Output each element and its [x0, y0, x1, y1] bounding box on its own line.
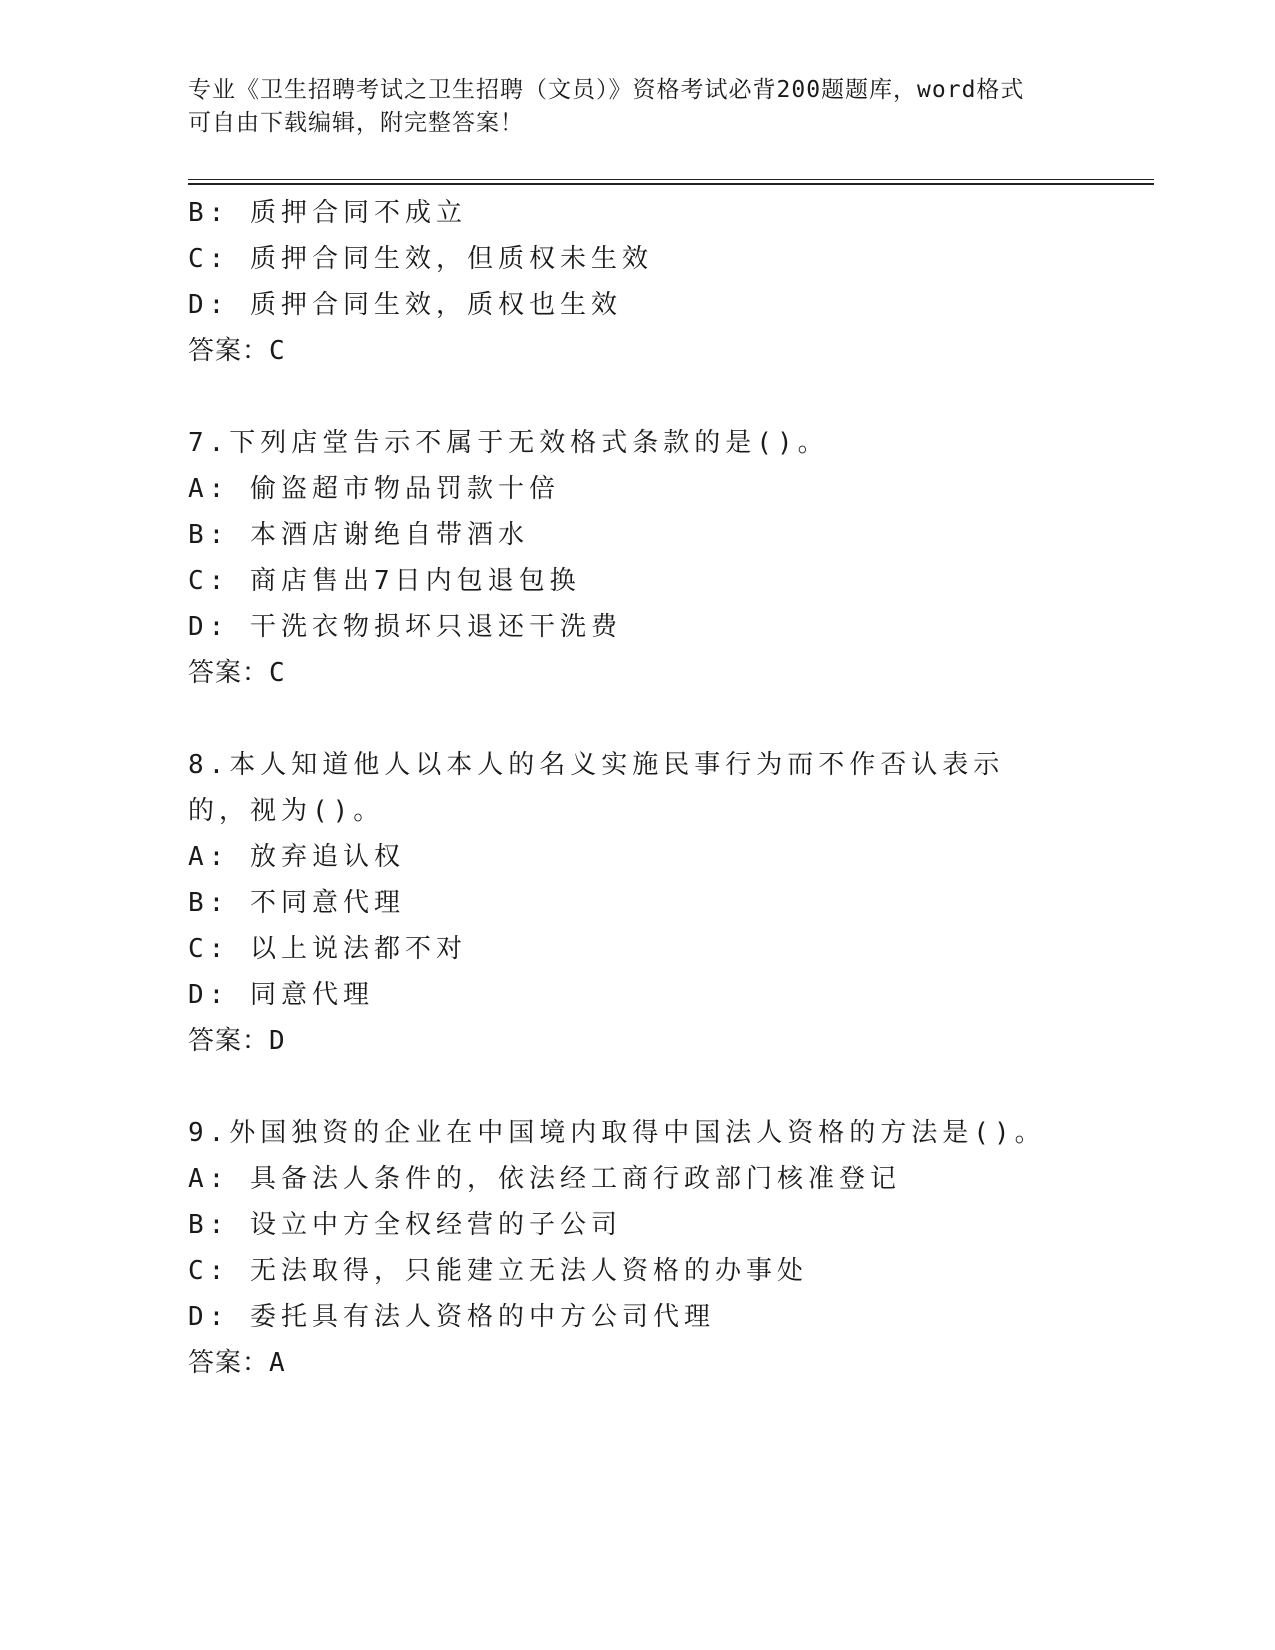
answer-label: 答案： [188, 336, 270, 366]
question-8 [188, 742, 1088, 1064]
answer-line [188, 328, 1088, 374]
answer-value: A [269, 1348, 286, 1378]
header-rule-thin [188, 179, 1154, 180]
option-d: D: 质押合同生效，质权也生效 [188, 290, 622, 320]
option-b: B: 设立中方全权经营的子公司 [188, 1210, 622, 1240]
answer-line [188, 650, 1088, 696]
answer-line [188, 1018, 1088, 1064]
option-d: D: 同意代理 [188, 980, 374, 1010]
option-b: B: 不同意代理 [188, 888, 405, 918]
option-b: B: 质押合同不成立 [188, 198, 467, 228]
question-9 [188, 1110, 1088, 1386]
question-stem: 9.外国独资的企业在中国境内取得中国法人资格的方法是()。 [188, 1118, 1046, 1148]
option-a: A: 放弃追认权 [188, 842, 405, 872]
question-stem: 7.下列店堂告示不属于无效格式条款的是()。 [188, 428, 829, 458]
answer-value: C [269, 336, 286, 366]
question-content [188, 190, 1088, 1386]
option-b: B: 本酒店谢绝自带酒水 [188, 520, 529, 550]
option-d: D: 干洗衣物损坏只退还干洗费 [188, 612, 622, 642]
header-line-1: 专业《卫生招聘考试之卫生招聘（文员）》资格考试必背200题题库，word格式 [188, 77, 1025, 103]
answer-value: D [269, 1026, 286, 1056]
option-c: C: 质押合同生效，但质权未生效 [188, 244, 653, 274]
option-d: D: 委托具有法人资格的中方公司代理 [188, 1302, 715, 1332]
option-c: C: 商店售出7日内包退包换 [188, 566, 581, 596]
answer-line [188, 1340, 1088, 1386]
prev-question-block [188, 190, 1088, 374]
answer-label: 答案： [188, 658, 270, 688]
document-header [188, 74, 1088, 140]
answer-label: 答案： [188, 1348, 270, 1378]
question-7 [188, 420, 1088, 696]
option-c: C: 无法取得，只能建立无法人资格的办事处 [188, 1256, 808, 1286]
option-a: A: 具备法人条件的，依法经工商行政部门核准登记 [188, 1164, 901, 1194]
question-stem: 8.本人知道他人以本人的名义实施民事行为而不作否认表示的，视为()。 [188, 750, 1005, 826]
option-c: C: 以上说法都不对 [188, 934, 467, 964]
header-line-2: 可自由下载编辑，附完整答案！ [188, 110, 524, 136]
answer-value: C [269, 658, 286, 688]
option-a: A: 偷盗超市物品罚款十倍 [188, 474, 560, 504]
header-rule-thick [188, 183, 1154, 185]
answer-label: 答案： [188, 1026, 270, 1056]
